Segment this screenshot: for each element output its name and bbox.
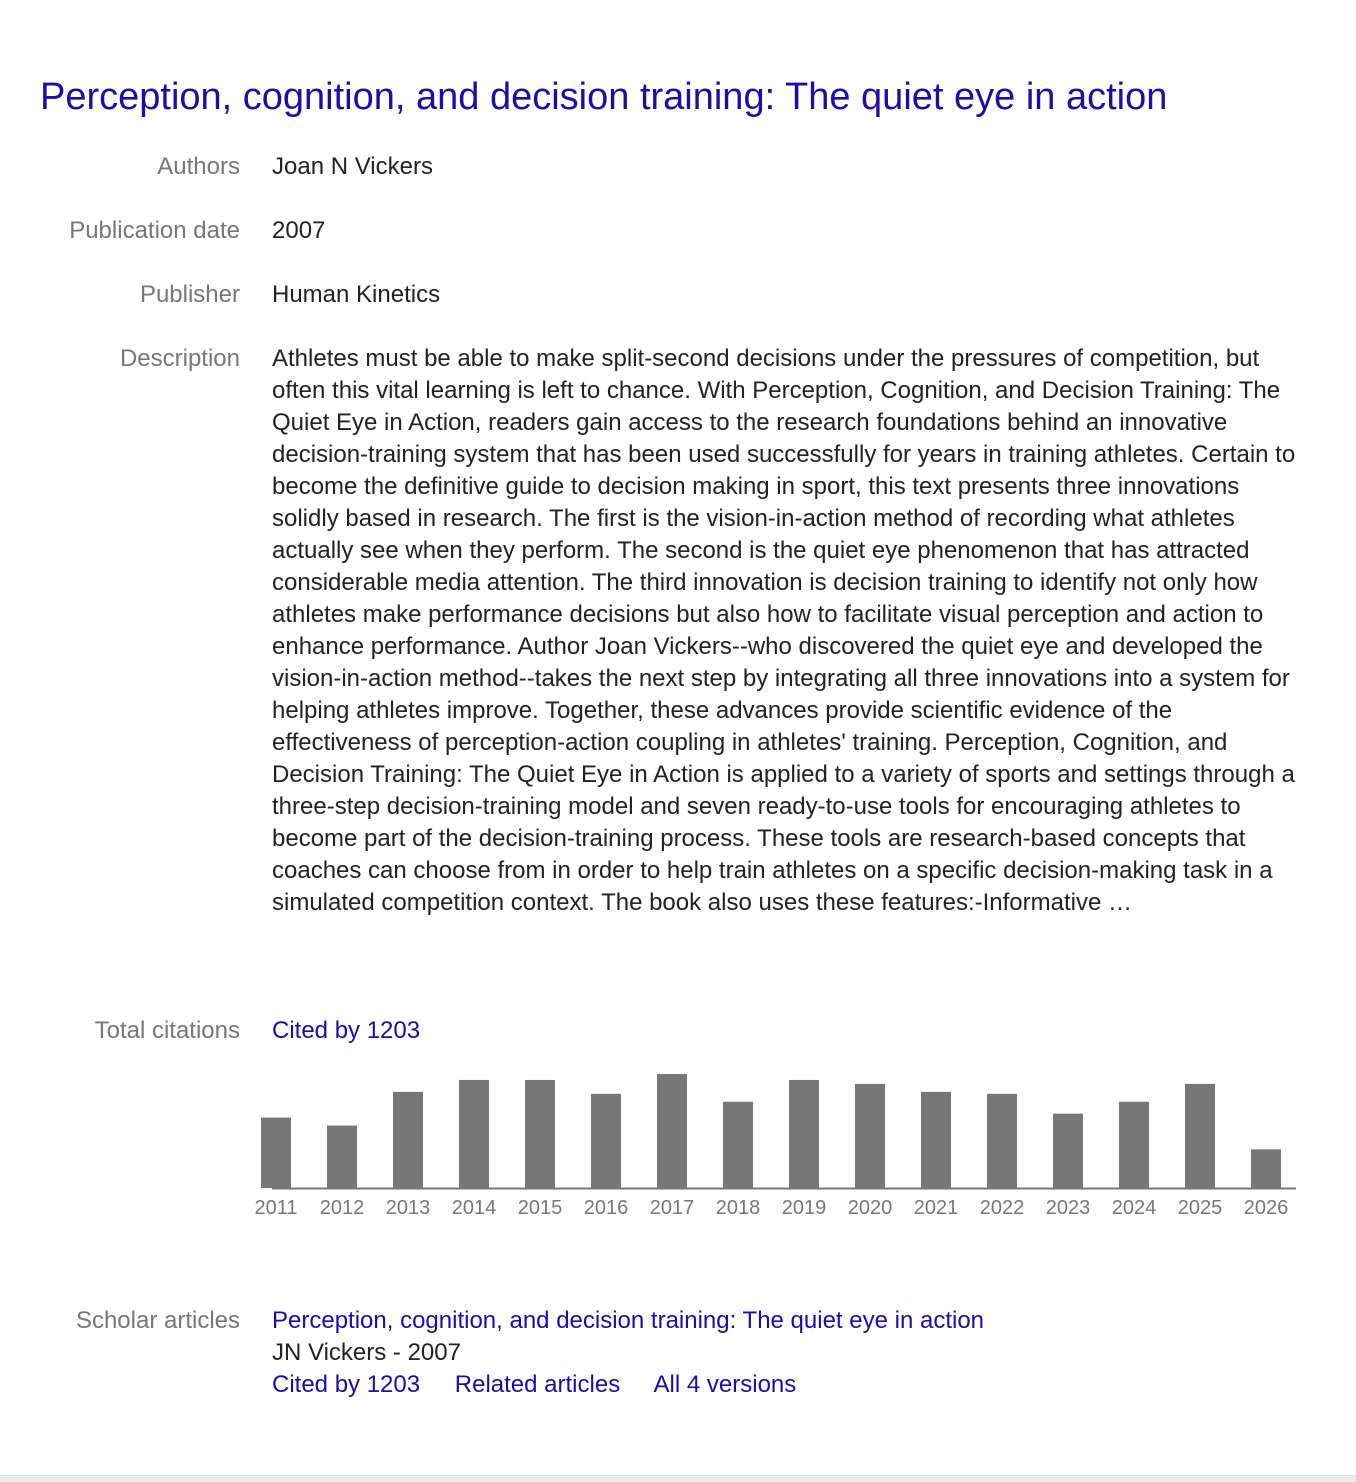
year-label-2012: 2012 (319, 1197, 365, 1219)
year-label-2025: 2025 (1177, 1197, 1223, 1219)
citation-bar-2025[interactable] (1185, 1084, 1215, 1188)
citation-bar-2015[interactable] (525, 1080, 555, 1188)
citation-bar-2013[interactable] (393, 1092, 423, 1188)
citation-bar-2023[interactable] (1053, 1114, 1083, 1188)
citation-bar-2017[interactable] (657, 1074, 687, 1188)
citation-bar-2022[interactable] (987, 1094, 1017, 1188)
description-label: Description (119, 345, 240, 372)
citation-bar-2011[interactable] (261, 1118, 291, 1188)
year-label-2024: 2024 (1111, 1197, 1157, 1219)
publication-date-label: Publication date (69, 217, 240, 244)
authors-label: Authors (157, 153, 240, 180)
publication-date-value: 2007 (272, 217, 326, 244)
citation-bar-2026[interactable] (1251, 1149, 1281, 1188)
total-citations-value (272, 1015, 1312, 1047)
cited-by-link[interactable]: Cited by 1203 (272, 1017, 421, 1044)
year-label-2021: 2021 (913, 1197, 959, 1219)
scholar-article-title-link[interactable]: Perception, cognition, and decision training: The quiet eye in action (272, 1307, 985, 1334)
description-value: Athletes must be able to make split-second decisions under the pressures of competition, but often this vital learning is left to chance. With Perception, Cognition, and Decision Training: The Quiet Eye in Action, readers gain access to the research foundations behind an innovative decision-training system that has been used successfully for years in training athletes. Certain to become the definitive guide to decision making in sport, this text presents three innovations solidly based in research. The first is the vision-in-action method of recording what athletes actually see when they perform. The second is the quiet eye phenomenon that has attracted considerable media attention. The third innovation is decision training to identify not only how athletes make performance decisions but also how to facilitate visual perception and action to enhance performance. Author Joan Vickers--who discovered the quiet eye and developed the vision-in-action method--takes the next step by integrating all three innovations into a system for helping athletes improve. Together, these advances provide scientific evidence of the effectiveness of perception-action coupling in athletes' training. Perception, Cognition, and Decision Training: The Quiet Eye in Action is applied to a variety of sports and settings through a three-step decision-training model and seven ready-to-use tools for encouraging athletes to become part of the decision-training process. These tools are research-based concepts that coaches can choose from in order to help train athletes on a specific decision-making task in a simulated competition context. The book also uses these features:-Informative … (272, 345, 1296, 916)
year-label-2018: 2018 (715, 1197, 761, 1219)
citation-bar-2020[interactable] (855, 1084, 885, 1188)
publisher-label: Publisher (139, 281, 240, 308)
year-label-2015: 2015 (517, 1197, 563, 1219)
citation-bar-2012[interactable] (327, 1126, 357, 1188)
year-label-2013: 2013 (385, 1197, 431, 1219)
citation-bar-2024[interactable] (1119, 1102, 1149, 1188)
citations-chart (254, 1060, 1300, 1230)
citation-bar-2014[interactable] (459, 1080, 489, 1188)
citation-bar-2021[interactable] (921, 1092, 951, 1188)
year-label-2017: 2017 (649, 1197, 695, 1219)
scholar-cited-by-link[interactable]: Cited by 1203 (272, 1371, 421, 1398)
total-citations-label: Total citations (94, 1017, 240, 1044)
all-versions-link[interactable]: All 4 versions (653, 1371, 797, 1398)
scholar-article-links (272, 1369, 1312, 1401)
year-label-2023: 2023 (1045, 1197, 1091, 1219)
scholar-article-byline: JN Vickers - 2007 (272, 1339, 461, 1366)
year-label-2014: 2014 (451, 1197, 497, 1219)
publisher-value: Human Kinetics (272, 281, 441, 308)
citation-bar-2018[interactable] (723, 1102, 753, 1188)
year-label-2022: 2022 (979, 1197, 1025, 1219)
scholar-articles-value (272, 1305, 1312, 1401)
scholar-articles-label: Scholar articles (75, 1307, 240, 1334)
bottom-divider (0, 1475, 1356, 1482)
citation-bar-2016[interactable] (591, 1094, 621, 1188)
year-label-2020: 2020 (847, 1197, 893, 1219)
related-articles-link[interactable]: Related articles (454, 1371, 621, 1398)
year-label-2026: 2026 (1243, 1197, 1289, 1219)
year-label-2019: 2019 (781, 1197, 827, 1219)
citations-chart-svg (254, 1060, 1300, 1230)
authors-value: Joan N Vickers (272, 153, 433, 180)
page-title[interactable]: Perception, cognition, and decision training: The quiet eye in action (40, 76, 1168, 118)
year-label-2011: 2011 (254, 1197, 298, 1219)
year-label-2016: 2016 (583, 1197, 629, 1219)
citation-bar-2019[interactable] (789, 1080, 819, 1188)
